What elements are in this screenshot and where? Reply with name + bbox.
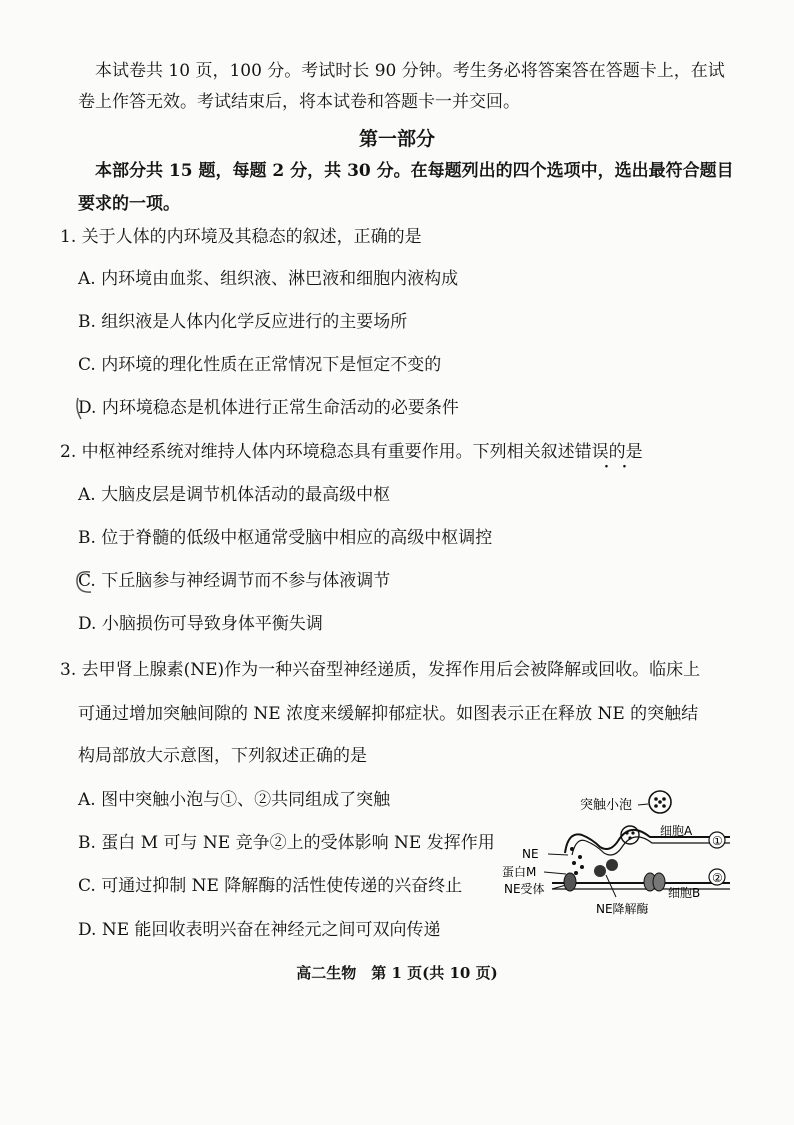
section-instructions-2: 要求的一项。: [78, 194, 180, 214]
protein-m-label: 蛋白M: [502, 865, 537, 879]
ne-receptor-label: NE受体: [504, 882, 545, 896]
q1-answer-mark: [72, 393, 98, 423]
q2-option-c: C. 下丘脑参与神经调节而不参与体液调节: [78, 571, 391, 591]
section-instructions-1: 本部分共 15 题，每题 2 分，共 30 分。在每题列出的四个选项中，选出最符合题目: [95, 161, 734, 181]
ne-enzyme-label: NE降解酶: [596, 902, 649, 916]
q2-option-b: B. 位于脊髓的低级中枢通常受脑中相应的高级中枢调控: [78, 528, 493, 548]
q3-option-a: A. 图中突触小泡与①、②共同组成了突触: [78, 790, 391, 810]
synapse-diagram: [500, 785, 735, 925]
svg-text:①: ①: [712, 834, 723, 848]
intro-line-2: 卷上作答无效。考试结束后，将本试卷和答题卡一并交回。: [78, 92, 520, 112]
cell-b-label: 细胞B: [668, 886, 701, 900]
page-footer: 高二生物 第 1 页(共 10 页): [296, 964, 498, 982]
cell-a-label: 细胞A: [660, 824, 693, 838]
vesicle-label: 突触小泡: [580, 798, 633, 813]
q3-stem-line-3: 构局部放大示意图，下列叙述正确的是: [78, 746, 367, 766]
q1-stem: 1. 关于人体的内环境及其稳态的叙述，正确的是: [60, 227, 422, 247]
q2-option-d: D. 小脑损伤可导致身体平衡失调: [78, 614, 323, 634]
q2-stem: 2. 中枢神经系统对维持人体内环境稳态具有重要作用。下列相关叙述错误的是: [60, 442, 643, 462]
q2-option-a: A. 大脑皮层是调节机体活动的最高级中枢: [78, 485, 391, 505]
q3-stem-line-1: 3. 去甲肾上腺素(NE)作为一种兴奋型神经递质，发挥作用后会被降解或回收。临床上: [60, 660, 701, 680]
q3-stem-line-2: 可通过增加突触间隙的 NE 浓度来缓解抑郁症状。如图表示正在释放 NE 的突触结: [78, 704, 699, 724]
section-title: 第一部分: [358, 128, 435, 150]
presynaptic-membrane: [565, 830, 730, 853]
intro-line-1: 本试卷共 10 页，100 分。考试时长 90 分钟。考生务必将答案答在答题卡上，在试: [95, 61, 725, 81]
emphasis-dot: ·: [604, 459, 609, 475]
q3-option-d: D. NE 能回收表明兴奋在神经元之间可双向传递: [78, 920, 441, 940]
q1-option-c: C. 内环境的理化性质在正常情况下是恒定不变的: [78, 355, 442, 375]
svg-text:②: ②: [712, 871, 723, 885]
q1-option-a: A. 内环境由血浆、组织液、淋巴液和细胞内液构成: [78, 269, 459, 289]
q3-option-c: C. 可通过抑制 NE 降解酶的活性使传递的兴奋终止: [78, 876, 463, 896]
ne-label: NE: [522, 847, 539, 861]
q3-option-b: B. 蛋白 M 可与 NE 竞争②上的受体影响 NE 发挥作用: [78, 833, 495, 853]
q1-option-b: B. 组织液是人体内化学反应进行的主要场所: [78, 312, 408, 332]
emphasis-dot: ·: [622, 459, 627, 475]
q1-option-d: D. 内环境稳态是机体进行正常生命活动的必要条件: [78, 398, 459, 418]
q2-answer-mark: [72, 566, 98, 596]
